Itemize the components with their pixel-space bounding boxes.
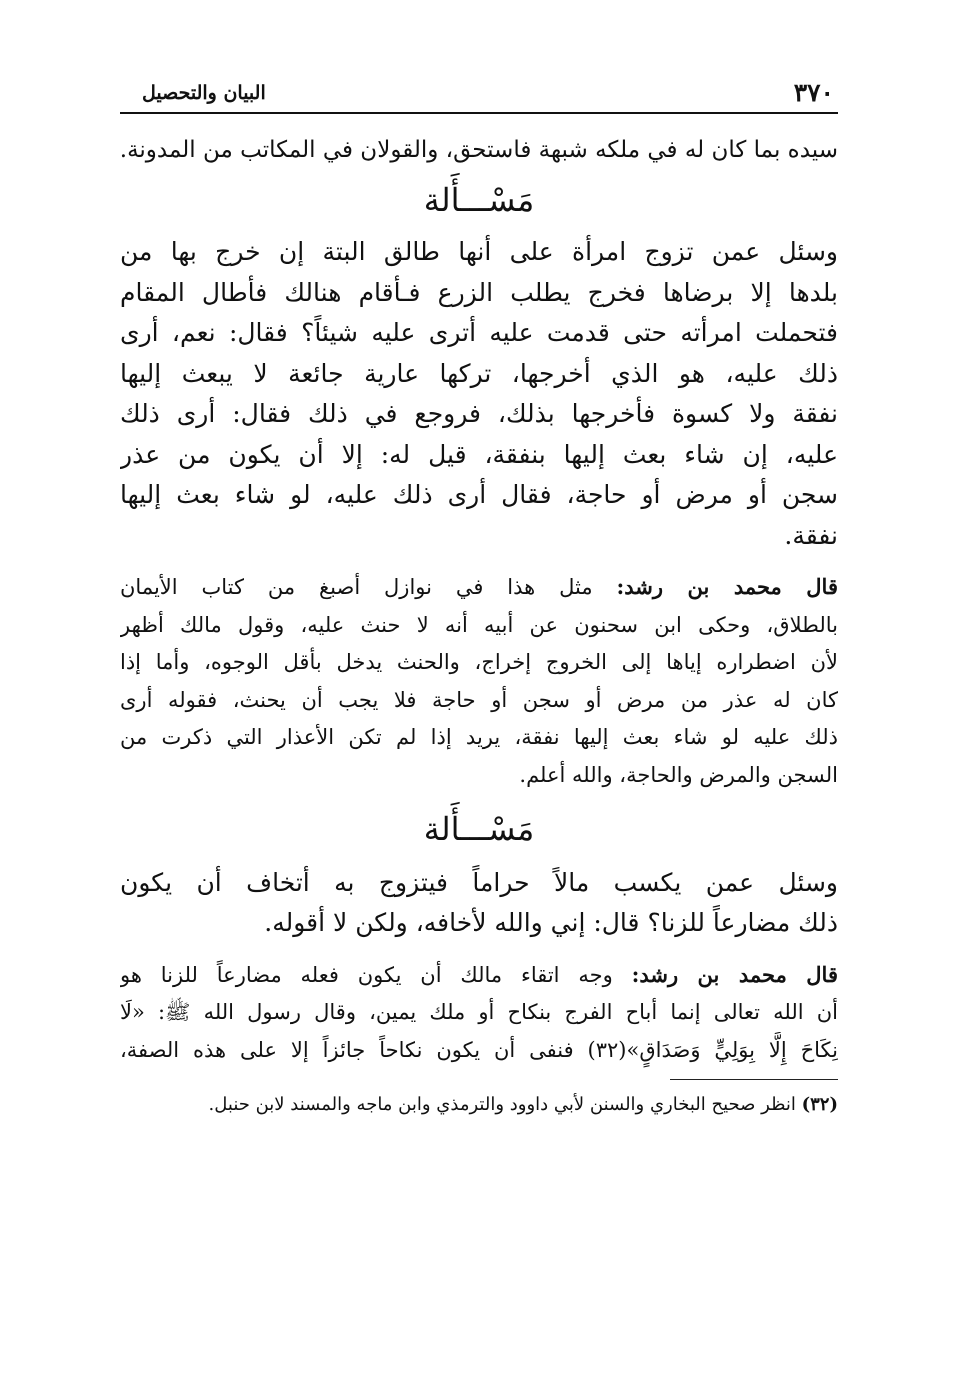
text-line: [120, 956, 838, 995]
text-line: سجن أو مرض أو حاجة، فقال أرى ذلك عليه، لو شاء بعث إليها: [120, 480, 838, 509]
running-header: [120, 78, 838, 114]
text-line: نفقة.: [784, 520, 838, 550]
section-heading-masala: مَسْـــأَلة: [423, 181, 535, 219]
text-line: بلدها إلا برضاها فخرج يطلب الزرع فـأقام هنالك فأطال المقام: [120, 277, 838, 307]
commentary-paragraph-1: [120, 568, 838, 795]
commentary-speaker: قال محمد بن رشد:: [631, 961, 838, 987]
text-line: السجن والمرض والحاجة، والله أعلم.: [519, 762, 838, 787]
text-line: فتحملت امرأته حتى قدمت عليه أترى عليه شيئاً؟ فقال: نعم، أرى: [120, 318, 838, 347]
question-paragraph-2: [120, 863, 838, 944]
text-line: وسئل عمن يكسب مالاً حراماً فيتزوج به أتخاف أن يكون: [120, 867, 838, 897]
text-line: بالطلاق، وحكى ابن سحنون عن أبيه أنه لا حنث عليه، وقول مالك أظهر: [120, 612, 838, 637]
intro-line: سيده بما كان له في ملكه شبهة فاستحق، والقولان في المكاتب من المدونة.: [120, 137, 838, 163]
commentary-text: وجه اتقاء مالك أن يكون فعله مضارعاً للزنا هو: [120, 962, 632, 987]
text-line: كان له عذر من مرض أو سجن أو حاجة فلا يجب أن يحنث، فقوله أرى: [120, 687, 838, 712]
text-line: [120, 568, 838, 607]
text-line: نِكَاحَ إِلَّا بِوَلِيٍّ وَصَدَاقٍ»(٣٢) فنفى أن يكون نكاحاً جائزاً إلا على هذه الصفة،: [120, 1037, 838, 1062]
commentary-text: مثل هذا في نوازل أصبغ من كتاب الأيمان: [120, 575, 617, 599]
text-line: لأن اضطراره إياها إلى الخروج إخراج، والحنث يدخل بأقل الوجوه، وأما إذا: [120, 650, 838, 675]
commentary-speaker: قال محمد بن رشد:: [616, 574, 838, 599]
page-number: ٣٧٠: [793, 78, 834, 107]
text-line: نفقة ولا كسوة فأخرجها بذلك، فروجع في ذلك فقال: أرى ذلك: [120, 399, 838, 428]
footnote-text: انظر صحيح البخاري والسنن لأبي داوود والترمذي وابن ماجه والمسند لابن حنبل.: [208, 1094, 802, 1116]
text-line: ذلك عليه، هو الذي أخرجها، تركها عارية جائعة لا يبعث إليها: [120, 358, 838, 388]
text-line: عليه، إن شاء بعث إليها بنفقة، قيل له: إلا أن يكون من عذر: [120, 439, 838, 469]
text-line: ذلك مضارعاً للزنا؟ قال: إني والله لأخافه، ولكن لا أقوله.: [264, 908, 838, 938]
footnote-divider: [670, 1079, 838, 1080]
book-page: [120, 78, 838, 1136]
text-line: وسئل عمن تزوج امرأة على أنها طالق البتة إن خرج بها من: [120, 237, 838, 266]
text-line: أن الله تعالى إنما أباح الفرج بنكاح أو ملك يمين، وقال رسول الله ﷺ: «لَا: [120, 1000, 838, 1025]
text-line: ذلك عليه لو شاء بعث إليها نفقة، يريد إذا لم تكن الأعذار التي ذكرت من: [120, 725, 838, 750]
book-title: البيان والتحصيل: [142, 82, 266, 104]
commentary-paragraph-2: [120, 956, 838, 1070]
section-heading-masala: مَسْـــأَلة: [423, 809, 535, 848]
question-paragraph-1: [120, 232, 838, 556]
footnote-number: (٣٢): [801, 1094, 838, 1116]
footnote: [120, 1092, 838, 1118]
